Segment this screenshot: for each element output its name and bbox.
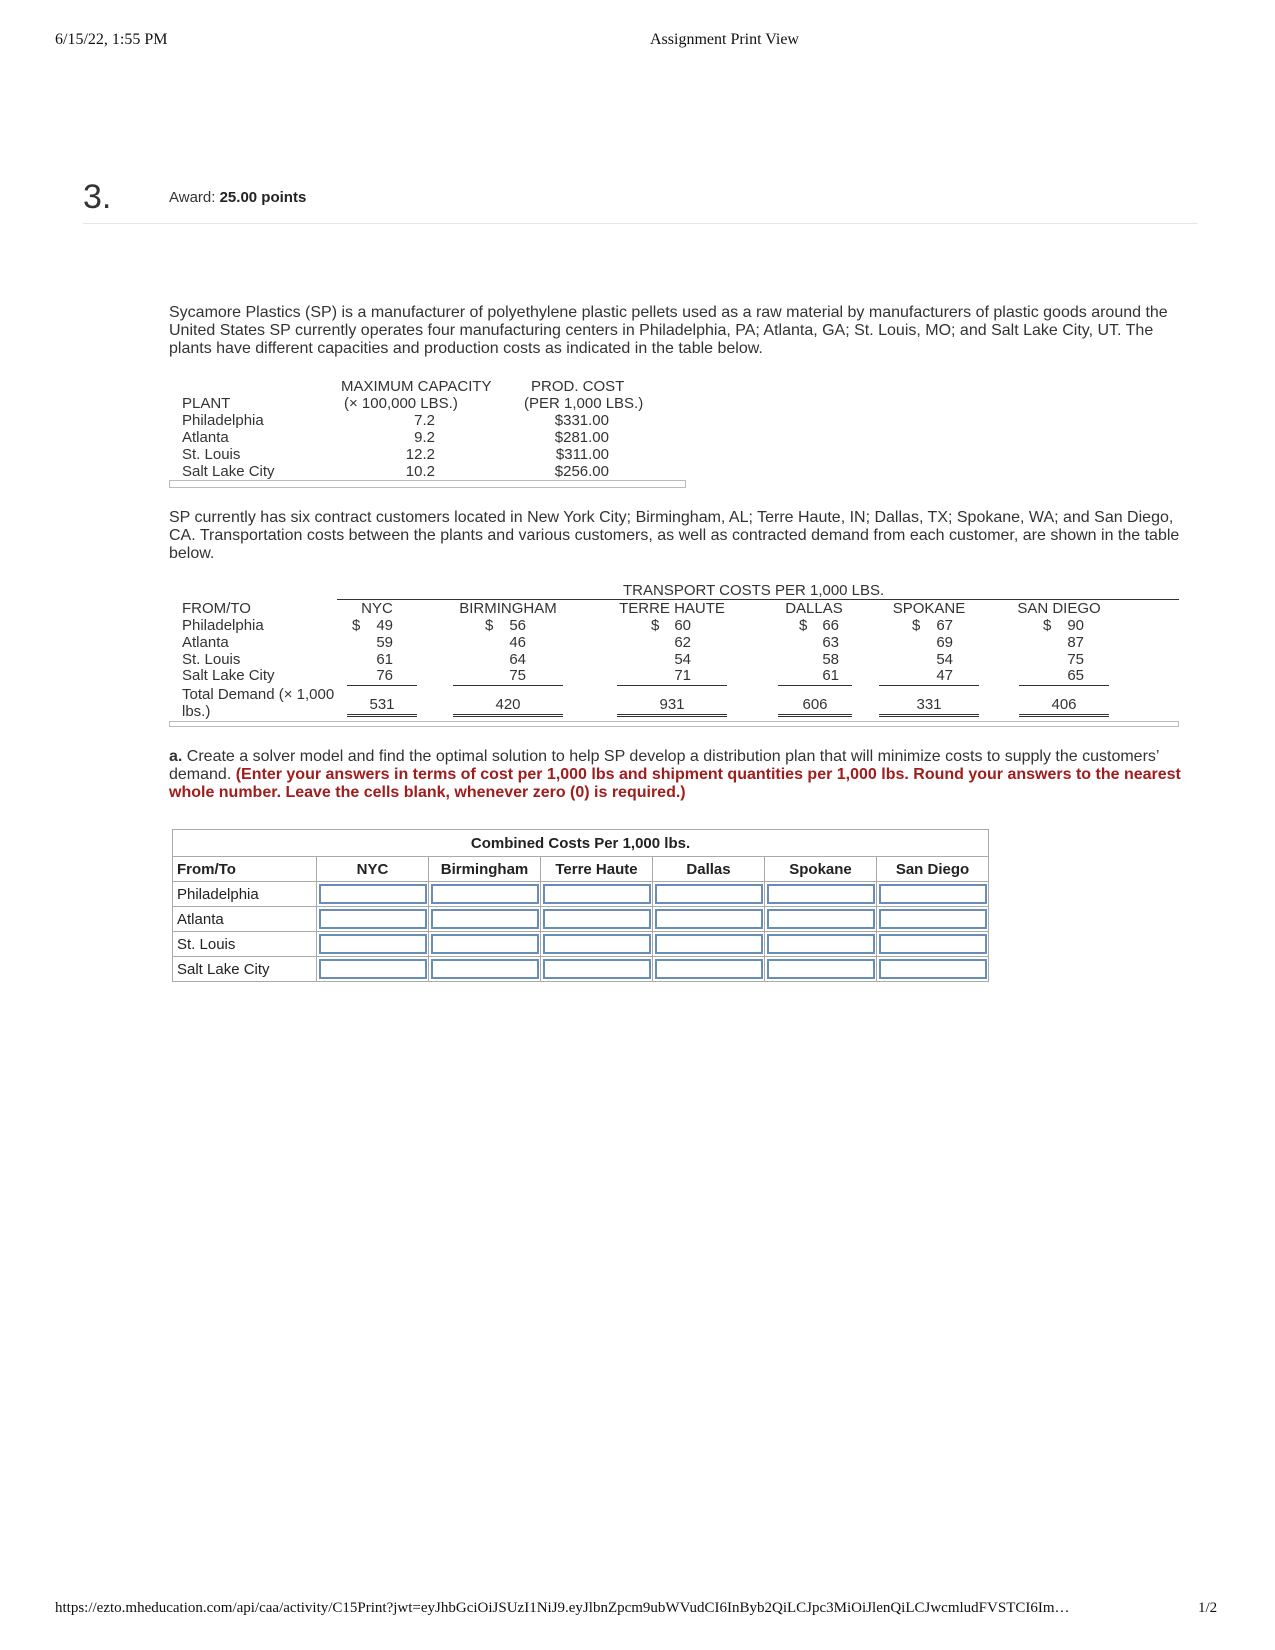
- column-underline: [1019, 685, 1109, 686]
- input-cell: [541, 957, 653, 982]
- transport-table-title: TRANSPORT COSTS PER 1,000 LBS.: [623, 582, 885, 599]
- column-header-spokane: SPOKANE: [892, 600, 966, 617]
- table-row: [173, 882, 989, 907]
- dollar-sign: $: [1043, 617, 1052, 634]
- dollar-sign: $: [912, 617, 921, 634]
- plant-capacity-table: [169, 378, 686, 488]
- input-cell: [877, 882, 989, 907]
- column-header-nyc: NYC: [361, 600, 393, 617]
- footer-url: https://ezto.mheducation.com/api/caa/activity/C15Print?jwt=eyJhbGciOiJSUzI1NiJ9.eyJlbnZpcm9ubWVudCI6InByb2QiLCJpc3MiOiJlenQiLCJwcmludFVSTCI6Im…: [55, 1600, 1070, 1616]
- question-divider: [83, 223, 1198, 224]
- plant-row: [169, 446, 686, 463]
- cost-cell: 67: [936, 617, 953, 634]
- column-double-underline: [617, 714, 727, 717]
- input-cell: [317, 907, 429, 932]
- cost-cell: 46: [509, 634, 526, 651]
- plant-cost: $331.00: [554, 412, 609, 429]
- cost-cell: 75: [1067, 651, 1084, 668]
- input-cell: [653, 957, 765, 982]
- plant-row: [169, 412, 686, 429]
- input-cell: [765, 907, 877, 932]
- column-header-terre-haute: Terre Haute: [541, 857, 653, 882]
- intro-paragraph: Sycamore Plastics (SP) is a manufacturer of polyethylene plastic pellets used as a raw material by manufacturers of plastic goods around the United States SP currently operates four manufacturing centers in Philadelphia, PA; Atlanta, GA; St. Louis, MO; and Salt Lake City, UT. The plants have different capacities and production costs as indicated in the table below.: [169, 304, 1168, 357]
- plant-capacity: 10.2: [405, 463, 435, 480]
- demand-cell: 931: [659, 696, 685, 713]
- cost-cell: 59: [376, 634, 393, 651]
- demand-label-line2: lbs.): [182, 703, 211, 720]
- column-underline: [453, 685, 563, 686]
- input-cell: [653, 932, 765, 957]
- row-label: Atlanta: [173, 907, 317, 932]
- demand-cell: 606: [802, 696, 828, 713]
- dollar-sign: $: [651, 617, 660, 634]
- cost-input-philadelphia-spokane[interactable]: [767, 884, 875, 904]
- cost-cell: 75: [509, 667, 526, 684]
- cost-cell: 49: [376, 617, 393, 634]
- column-header-nyc: NYC: [317, 857, 429, 882]
- combined-costs-caption: Combined Costs Per 1,000 lbs.: [173, 830, 989, 857]
- demand-label: [182, 686, 334, 720]
- plant-name: Salt Lake City: [182, 463, 275, 480]
- cost-cell: 63: [822, 634, 839, 651]
- column-underline: [617, 685, 727, 686]
- cost-cell: 58: [822, 651, 839, 668]
- column-header-dallas: Dallas: [653, 857, 765, 882]
- cost-cell: 54: [674, 651, 691, 668]
- cost-input-philadelphia-san-diego[interactable]: [879, 884, 987, 904]
- row-label: Salt Lake City: [182, 667, 275, 684]
- cost-cell: 65: [1067, 667, 1084, 684]
- cost-cell: 47: [936, 667, 953, 684]
- column-header-san-diego: SAN DIEGO: [1017, 600, 1101, 617]
- from-to-header: From/To: [173, 857, 317, 882]
- column-header-dallas: DALLAS: [785, 600, 843, 617]
- input-cell: [877, 907, 989, 932]
- input-cell: [317, 882, 429, 907]
- table-bottom-rule: [169, 480, 686, 481]
- row-label: St. Louis: [173, 932, 317, 957]
- column-underline: [778, 685, 852, 686]
- input-cell: [429, 932, 541, 957]
- cost-cell: 64: [509, 651, 526, 668]
- cost-input-philadelphia-birmingham[interactable]: [431, 884, 539, 904]
- cost-cell: 60: [674, 617, 691, 634]
- dollar-sign: $: [799, 617, 808, 634]
- column-header-terre-haute: TERRE HAUTE: [619, 600, 725, 617]
- column-header-birmingham: Birmingham: [429, 857, 541, 882]
- cost-input-salt-lake-city-birmingham[interactable]: [431, 959, 539, 979]
- cost-cell: 87: [1067, 634, 1084, 651]
- row-label: St. Louis: [182, 651, 241, 668]
- input-cell: [653, 907, 765, 932]
- cost-input-salt-lake-city-terre-haute[interactable]: [543, 959, 651, 979]
- cost-cell: 66: [822, 617, 839, 634]
- cost-cell: 90: [1067, 617, 1084, 634]
- cost-input-atlanta-nyc[interactable]: [319, 909, 427, 929]
- combined-costs-input-table: [172, 829, 989, 982]
- table-bottom-rule: [169, 487, 686, 488]
- input-cell: [765, 882, 877, 907]
- input-cell: [653, 882, 765, 907]
- plant-cost: $281.00: [554, 429, 609, 446]
- print-date: 6/15/22, 1:55 PM: [55, 31, 168, 48]
- demand-cell: 331: [916, 696, 942, 713]
- cost-cell: 61: [376, 651, 393, 668]
- plant-name: St. Louis: [182, 446, 241, 463]
- cost-input-st-louis-san-diego[interactable]: [879, 934, 987, 954]
- demand-cell: 406: [1051, 696, 1077, 713]
- print-title: Assignment Print View: [650, 31, 799, 48]
- plant-cost: $311.00: [555, 446, 609, 463]
- footer-page-number: 1/2: [1198, 1600, 1218, 1616]
- cost-input-st-louis-terre-haute[interactable]: [543, 934, 651, 954]
- input-cell: [541, 907, 653, 932]
- from-to-header: FROM/TO: [182, 600, 251, 617]
- table-row: [173, 907, 989, 932]
- part-a-label: a.: [169, 748, 183, 765]
- column-double-underline: [347, 714, 417, 717]
- capacity-header-line1: MAXIMUM CAPACITY: [341, 378, 492, 395]
- input-cell: [541, 932, 653, 957]
- cost-input-philadelphia-nyc[interactable]: [319, 884, 427, 904]
- cost-input-philadelphia-dallas[interactable]: [655, 884, 763, 904]
- column-double-underline: [453, 714, 563, 717]
- row-label: Philadelphia: [182, 617, 264, 634]
- input-cell: [429, 907, 541, 932]
- cost-cell: 54: [936, 651, 953, 668]
- part-a-text: Create a solver model and find the optimal solution to help SP develop a distribution plan that will minimize costs to supply the customers’ demand.: [169, 748, 1159, 783]
- dollar-sign: $: [352, 617, 361, 634]
- cost-input-atlanta-dallas[interactable]: [655, 909, 763, 929]
- column-double-underline: [1019, 714, 1109, 717]
- input-cell: [429, 882, 541, 907]
- column-underline: [347, 685, 417, 686]
- cost-input-st-louis-birmingham[interactable]: [431, 934, 539, 954]
- plant-header: PLANT: [182, 395, 231, 412]
- cost-input-st-louis-nyc[interactable]: [319, 934, 427, 954]
- cost-input-atlanta-terre-haute[interactable]: [543, 909, 651, 929]
- part-a-paragraph: [169, 748, 1194, 802]
- part-a-instructions: (Enter your answers in terms of cost per 1,000 lbs and shipment quantities per 1,000 lbs. Round your answers to the nearest whole number. Leave the cells blank, whenever zero (0) is required.): [169, 766, 1181, 801]
- plant-capacity: 7.2: [414, 412, 435, 429]
- cost-header-line1: PROD. COST: [531, 378, 625, 395]
- plant-capacity: 9.2: [414, 429, 435, 446]
- cost-cell: 76: [376, 667, 393, 684]
- column-header-spokane: Spokane: [765, 857, 877, 882]
- plant-name: Atlanta: [182, 429, 229, 446]
- plant-cost: $256.00: [554, 463, 609, 480]
- row-label: Atlanta: [182, 634, 229, 651]
- input-cell: [317, 957, 429, 982]
- column-header-san-diego: San Diego: [877, 857, 989, 882]
- plant-row: [169, 463, 686, 480]
- plant-name: Philadelphia: [182, 412, 264, 429]
- input-cell: [541, 882, 653, 907]
- plant-row: [169, 429, 686, 446]
- demand-cell: 531: [369, 696, 395, 713]
- award-label: Award:: [169, 189, 216, 206]
- table-row: [173, 932, 989, 957]
- cost-input-salt-lake-city-spokane[interactable]: [767, 959, 875, 979]
- table-bottom-rule: [169, 721, 1179, 727]
- cost-cell: 61: [822, 667, 839, 684]
- input-cell: [429, 957, 541, 982]
- dollar-sign: $: [485, 617, 494, 634]
- cost-input-atlanta-birmingham[interactable]: [431, 909, 539, 929]
- row-label: Salt Lake City: [173, 957, 317, 982]
- question-number: 3.: [83, 178, 112, 216]
- award-line: [169, 189, 306, 206]
- cost-cell: 71: [674, 667, 691, 684]
- input-cell: [877, 957, 989, 982]
- plant-capacity: 12.2: [405, 446, 435, 463]
- input-cell: [765, 932, 877, 957]
- cost-input-salt-lake-city-san-diego[interactable]: [879, 959, 987, 979]
- table-row: [173, 957, 989, 982]
- column-double-underline: [778, 714, 852, 717]
- cost-input-salt-lake-city-nyc[interactable]: [319, 959, 427, 979]
- input-cell: [877, 932, 989, 957]
- column-double-underline: [879, 714, 979, 717]
- cost-cell: 62: [674, 634, 691, 651]
- demand-cell: 420: [495, 696, 521, 713]
- demand-label-line1: Total Demand (× 1,000: [182, 686, 335, 703]
- cost-input-st-louis-dallas[interactable]: [655, 934, 763, 954]
- column-header-birmingham: BIRMINGHAM: [459, 600, 557, 617]
- cost-input-atlanta-spokane[interactable]: [767, 909, 875, 929]
- customers-paragraph: SP currently has six contract customers located in New York City; Birmingham, AL; Terre Haute, IN; Dallas, TX; Spokane, WA; and San Diego, CA. Transportation costs between the plants and various customers, as well as contracted demand from each customer, are shown in the table below.: [169, 509, 1180, 562]
- cost-cell: 56: [509, 617, 526, 634]
- cost-input-st-louis-spokane[interactable]: [767, 934, 875, 954]
- award-points: 25.00 points: [219, 189, 307, 206]
- cost-input-atlanta-san-diego[interactable]: [879, 909, 987, 929]
- input-cell: [317, 932, 429, 957]
- cost-input-salt-lake-city-dallas[interactable]: [655, 959, 763, 979]
- cost-header-line2: (PER 1,000 LBS.): [524, 395, 644, 412]
- transport-cost-table: [169, 582, 1179, 732]
- input-cell: [765, 957, 877, 982]
- column-underline: [879, 685, 979, 686]
- row-label: Philadelphia: [173, 882, 317, 907]
- capacity-header-line2: (× 100,000 LBS.): [344, 395, 458, 412]
- cost-input-philadelphia-terre-haute[interactable]: [543, 884, 651, 904]
- cost-cell: 69: [936, 634, 953, 651]
